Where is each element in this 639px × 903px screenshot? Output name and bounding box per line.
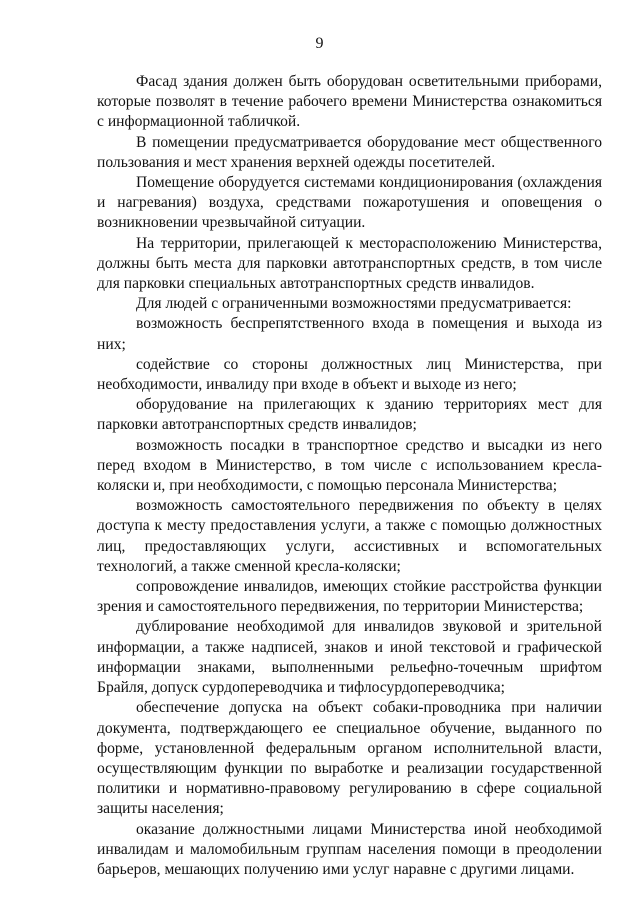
list-item-vehicle-boarding: возможность посадки в транспортное средство и высадки из него перед входом в Министерство, в том числе с использованием кресла-коляски и, при необходимости, с помощью персонала Министерства; xyxy=(97,436,602,495)
paragraph-climate-fire-systems: Помещение оборудуется системами кондиционирования (охлаждения и нагревания) воздуха, средствами пожаротушения и оповещения о возникновении чрезвычайной ситуации. xyxy=(97,174,602,232)
paragraph-facade-lighting: Фасад здания должен быть оборудован осветительными приборами, которые позволят в течение рабочего времени Министерства ознакомиться с информационной табличкой. xyxy=(97,73,602,131)
page-number: 9 xyxy=(315,35,324,52)
paragraph-parking: На территории, прилегающей к месторасположению Министерства, должны быть места для парковки автотранспортных средств, в том числе для парковки специальных автотранспортных средств инвалидов. xyxy=(97,234,602,293)
list-item-barrier-free-entry: возможность беспрепятственного входа в помещения и выхода из них; xyxy=(97,315,602,353)
list-item-guide-dog: обеспечение допуска на объект собаки-проводника при наличии документа, подтверждающего ее специальное обучение, выданного по форме, установленной федеральным органом исполнительной власти, осуществляющим функции по выработке и реализации государственной политики и нормативно-правовому регулированию в сфере социальной защиты населения; xyxy=(97,699,602,818)
list-item-information-duplication: дублирование необходимой для инвалидов звуковой и зрительной информации, а также надписей, знаков и иной текстовой и графической информации знаками, выполненными рельефно-точечным шрифтом Брайля, допуск сурдопереводчика и тифлосурдопереводчика; xyxy=(97,618,602,697)
list-item-escort: сопровождение инвалидов, имеющих стойкие расстройства функции зрения и самостоятельного передвижения, по территории Министерства; xyxy=(97,578,602,616)
list-item-independent-movement: возможность самостоятельного передвижения по объекту в целях доступа к месту предоставления услуги, а также с помощью должностных лиц, предоставляющих услуги, ассистивных и вспомогательных технологий, а также сменной кресла-коляски; xyxy=(97,497,602,575)
document-body xyxy=(97,72,602,880)
list-item-disabled-parking: оборудование на прилегающих к зданию территориях мест для парковки автотранспортных средств инвалидов; xyxy=(97,396,602,434)
list-item-staff-assistance: содействие со стороны должностных лиц Министерства, при необходимости, инвалиду при входе в объект и выходе из него; xyxy=(97,355,602,394)
paragraph-accessibility-intro: Для людей с ограниченными возможностями предусматривается: xyxy=(136,295,572,313)
list-item-other-assistance: оказание должностными лицами Министерства иной необходимой инвалидам и маломобильным группам населения помощи в преодолении барьеров, мешающих получению ими услуг наравне с другими лицами. xyxy=(97,820,602,878)
paragraph-public-facilities: В помещении предусматривается оборудование мест общественного пользования и мест хранения верхней одежды посетителей. xyxy=(97,133,602,171)
